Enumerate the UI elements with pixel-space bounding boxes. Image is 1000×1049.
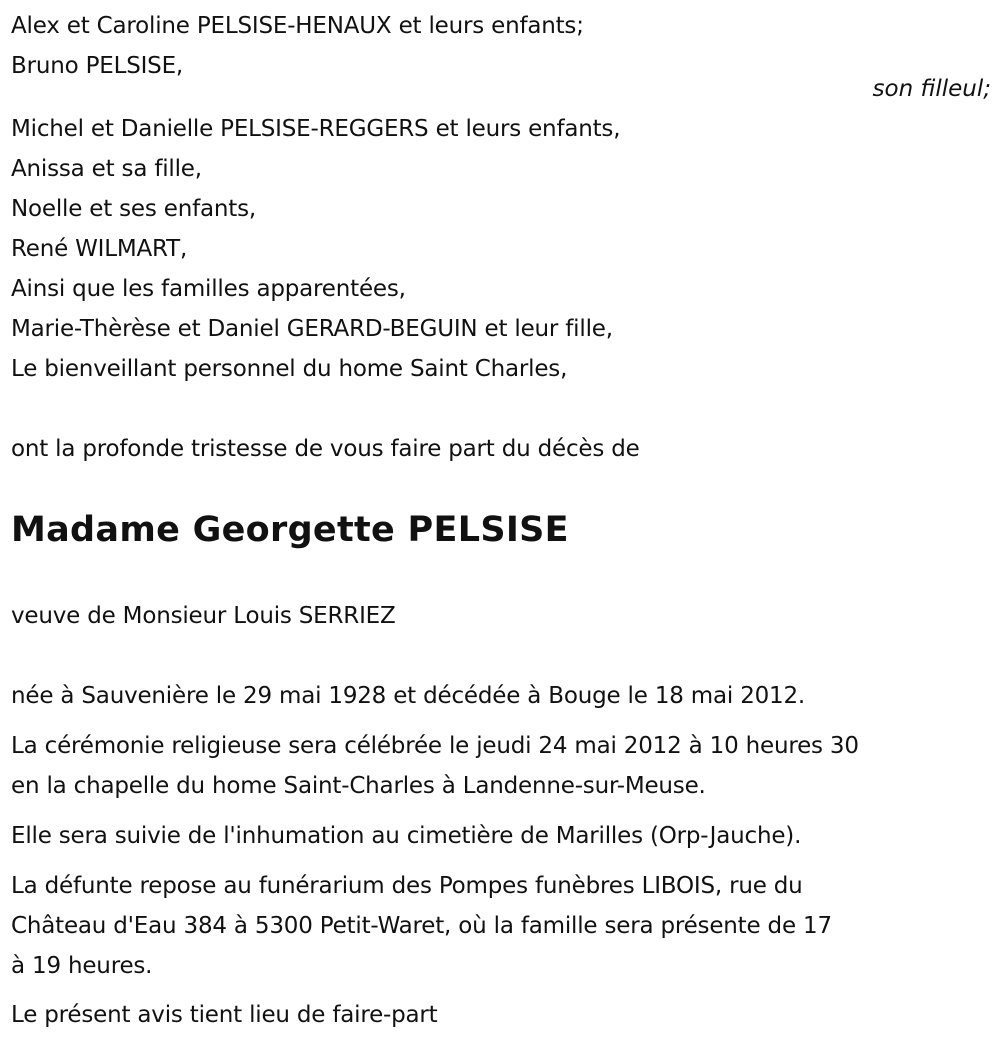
family-line: Bruno PELSISE,: [11, 53, 184, 79]
family-line: Ainsi que les familles apparentées,: [11, 276, 406, 302]
family-line: René WILMART,: [11, 236, 188, 262]
ceremony-text: en la chapelle du home Saint-Charles à Landenne-sur-Meuse.: [11, 773, 706, 799]
closing-text: Le présent avis tient lieu de faire-part: [11, 1002, 438, 1028]
ceremony-text: La cérémonie religieuse sera célébrée le jeudi 24 mai 2012 à 10 heures 30: [11, 733, 859, 759]
widow-of-text: veuve de Monsieur Louis SERRIEZ: [11, 603, 396, 629]
family-line: Alex et Caroline PELSISE-HENAUX et leurs enfants;: [11, 13, 584, 39]
godson-note: son filleul;: [872, 76, 991, 102]
burial-text: Elle sera suivie de l'inhumation au cimetière de Marilles (Orp-Jauche).: [11, 823, 802, 849]
announcement-text: ont la profonde tristesse de vous faire part du décès de: [11, 436, 640, 462]
viewing-text: à 19 heures.: [11, 953, 153, 979]
family-line: Michel et Danielle PELSISE-REGGERS et leurs enfants,: [11, 116, 621, 142]
deceased-name: Madame Georgette PELSISE: [11, 510, 569, 550]
family-line: Noelle et ses enfants,: [11, 196, 256, 222]
birth-death-text: née à Sauvenière le 29 mai 1928 et décédée à Bouge le 18 mai 2012.: [11, 683, 806, 709]
family-line: Anissa et sa fille,: [11, 156, 202, 182]
viewing-text: Château d'Eau 384 à 5300 Petit-Waret, où la famille sera présente de 17: [11, 913, 832, 939]
viewing-text: La défunte repose au funérarium des Pompes funèbres LIBOIS, rue du: [11, 873, 803, 899]
family-line: Marie-Thèrèse et Daniel GERARD-BEGUIN et leur fille,: [11, 316, 613, 342]
family-line: Le bienveillant personnel du home Saint Charles,: [11, 356, 568, 382]
